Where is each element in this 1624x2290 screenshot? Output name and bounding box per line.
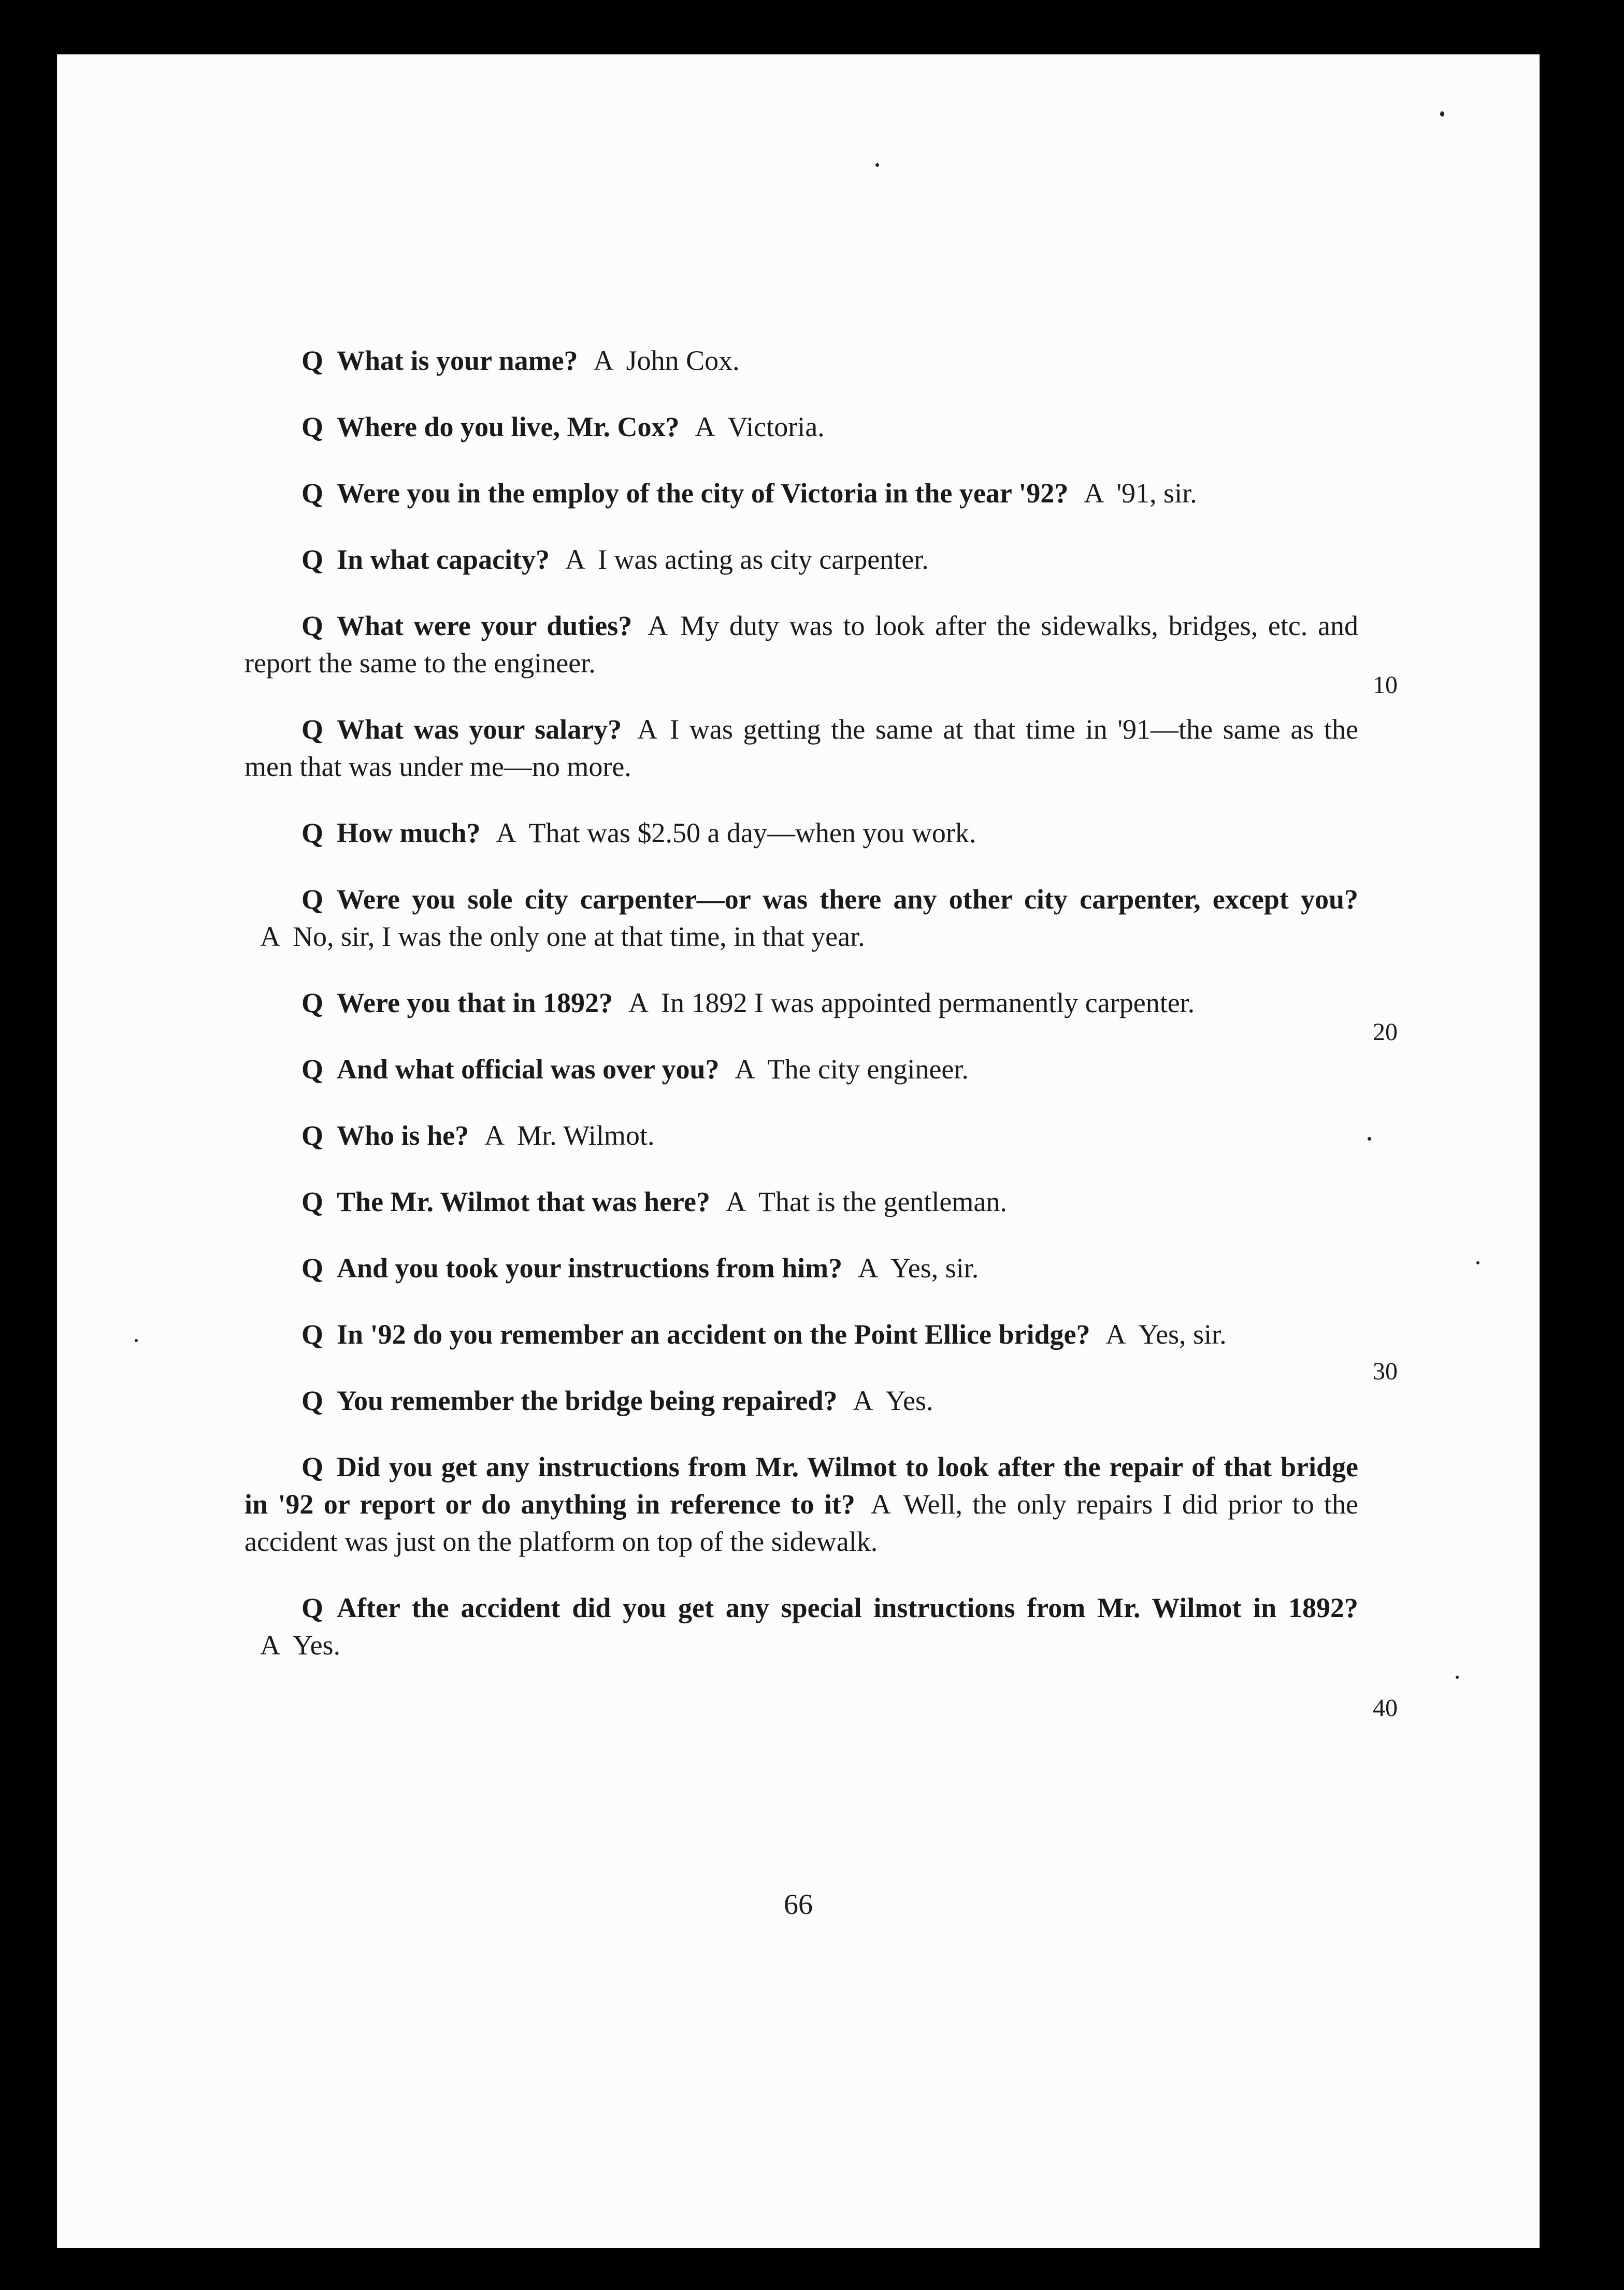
question-marker: Q <box>301 411 324 442</box>
qa-entry <box>245 1589 1358 1664</box>
question-marker: Q <box>301 1451 324 1482</box>
qa-entry <box>245 541 1358 578</box>
margin-line-number: 20 <box>1373 1018 1398 1046</box>
question-text: Did you get any instructions from Mr. Wilmot to look after the repair of that bridge in '92 or report or do anything in reference to it? <box>245 1451 1358 1520</box>
question-marker: Q <box>301 1592 324 1623</box>
scan-speck <box>135 1339 138 1342</box>
answer-marker: A <box>726 1186 746 1217</box>
answer-text: That is the gentleman. <box>758 1186 1007 1217</box>
question-marker: Q <box>301 478 324 509</box>
question-text: And you took your instructions from him? <box>337 1252 843 1284</box>
answer-marker: A <box>484 1120 505 1151</box>
question-text: Were you sole city carpenter—or was there any other city carpenter, except you? <box>337 884 1358 915</box>
qa-entry <box>245 1382 1358 1419</box>
question-marker: Q <box>301 544 324 575</box>
qa-entry <box>245 1316 1358 1353</box>
answer-text: I was acting as city carpenter. <box>598 544 929 575</box>
question-text: You remember the bridge being repaired? <box>337 1385 838 1416</box>
question-text: What was your salary? <box>337 714 622 745</box>
qa-entry <box>245 984 1358 1021</box>
question-marker: Q <box>301 987 324 1018</box>
question-text: Who is he? <box>337 1120 469 1151</box>
question-text: And what official was over you? <box>337 1054 720 1085</box>
answer-text: That was $2.50 a day—when you work. <box>528 817 976 848</box>
question-marker: Q <box>301 884 324 915</box>
scan-speck <box>875 163 879 167</box>
qa-entry <box>245 1249 1358 1287</box>
answer-marker: A <box>628 987 649 1018</box>
answer-marker: A <box>1105 1319 1126 1350</box>
question-text: How much? <box>337 817 481 848</box>
question-marker: Q <box>301 1186 324 1217</box>
question-marker: Q <box>301 714 324 745</box>
answer-marker: A <box>695 411 715 442</box>
qa-entry <box>245 1448 1358 1560</box>
question-text: In what capacity? <box>337 544 550 575</box>
question-marker: Q <box>301 345 324 376</box>
answer-text: My duty was to look after the sidewalks, bridges, etc. and report the same to the engineer. <box>245 610 1358 679</box>
question-marker: Q <box>301 1252 324 1284</box>
answer-text: Yes. <box>293 1630 341 1661</box>
qa-entry <box>245 881 1358 955</box>
answer-text: Well, the only repairs I did prior to the accident was just on the platform on top of the sidewalk. <box>245 1489 1358 1557</box>
qa-entry <box>245 408 1358 445</box>
qa-entry <box>245 607 1358 682</box>
answer-text: Yes. <box>885 1385 933 1416</box>
qa-entry <box>245 1117 1358 1154</box>
question-marker: Q <box>301 1319 324 1350</box>
answer-text: John Cox. <box>626 345 740 376</box>
margin-line-number: 30 <box>1373 1358 1398 1385</box>
answer-marker: A <box>853 1385 873 1416</box>
question-text: What is your name? <box>337 345 578 376</box>
question-marker: Q <box>301 1385 324 1416</box>
margin-line-number: 10 <box>1373 671 1398 699</box>
answer-marker: A <box>870 1489 891 1520</box>
answer-marker: A <box>260 1630 280 1661</box>
question-marker: Q <box>301 817 324 848</box>
answer-text: The city engineer. <box>767 1054 969 1085</box>
qa-entry <box>245 711 1358 785</box>
answer-marker: A <box>565 544 586 575</box>
answer-marker: A <box>735 1054 755 1085</box>
answer-text: Yes, sir. <box>890 1252 979 1284</box>
transcript-body <box>245 342 1358 1693</box>
qa-entry <box>245 814 1358 852</box>
answer-text: '91, sir. <box>1116 478 1197 509</box>
qa-entry <box>245 1183 1358 1220</box>
question-text: The Mr. Wilmot that was here? <box>337 1186 710 1217</box>
answer-marker: A <box>593 345 614 376</box>
page-number: 66 <box>784 1889 813 1921</box>
question-marker: Q <box>301 1120 324 1151</box>
answer-text: Yes, sir. <box>1138 1319 1227 1350</box>
answer-marker: A <box>260 921 280 952</box>
scan-speck <box>1440 111 1444 117</box>
question-marker: Q <box>301 610 324 641</box>
question-text: In '92 do you remember an accident on the Point Ellice bridge? <box>337 1319 1090 1350</box>
answer-text: Mr. Wilmot. <box>517 1120 655 1151</box>
answer-marker: A <box>1084 478 1104 509</box>
scan-speck <box>1368 1137 1371 1141</box>
answer-marker: A <box>637 714 658 745</box>
question-text: Where do you live, Mr. Cox? <box>337 411 680 442</box>
question-marker: Q <box>301 1054 324 1085</box>
margin-line-number: 40 <box>1373 1694 1398 1722</box>
answer-marker: A <box>648 610 668 641</box>
answer-text: Victoria. <box>727 411 825 442</box>
qa-entry <box>245 474 1358 512</box>
question-text: What were your duties? <box>337 610 633 641</box>
qa-entry <box>245 342 1358 379</box>
question-text: Were you in the employ of the city of Victoria in the year '92? <box>337 478 1069 509</box>
answer-text: No, sir, I was the only one at that time, in that year. <box>293 921 865 952</box>
question-text: After the accident did you get any special instructions from Mr. Wilmot in 1892? <box>337 1592 1358 1623</box>
answer-marker: A <box>858 1252 879 1284</box>
scan-speck <box>1476 1261 1479 1264</box>
document-page <box>57 54 1540 2248</box>
question-text: Were you that in 1892? <box>337 987 613 1018</box>
qa-entry <box>245 1050 1358 1088</box>
scan-speck <box>1456 1676 1459 1679</box>
answer-text: I was getting the same at that time in '91—the same as the men that was under me—no more. <box>245 714 1358 782</box>
answer-marker: A <box>496 817 516 848</box>
answer-text: In 1892 I was appointed permanently carpenter. <box>661 987 1195 1018</box>
